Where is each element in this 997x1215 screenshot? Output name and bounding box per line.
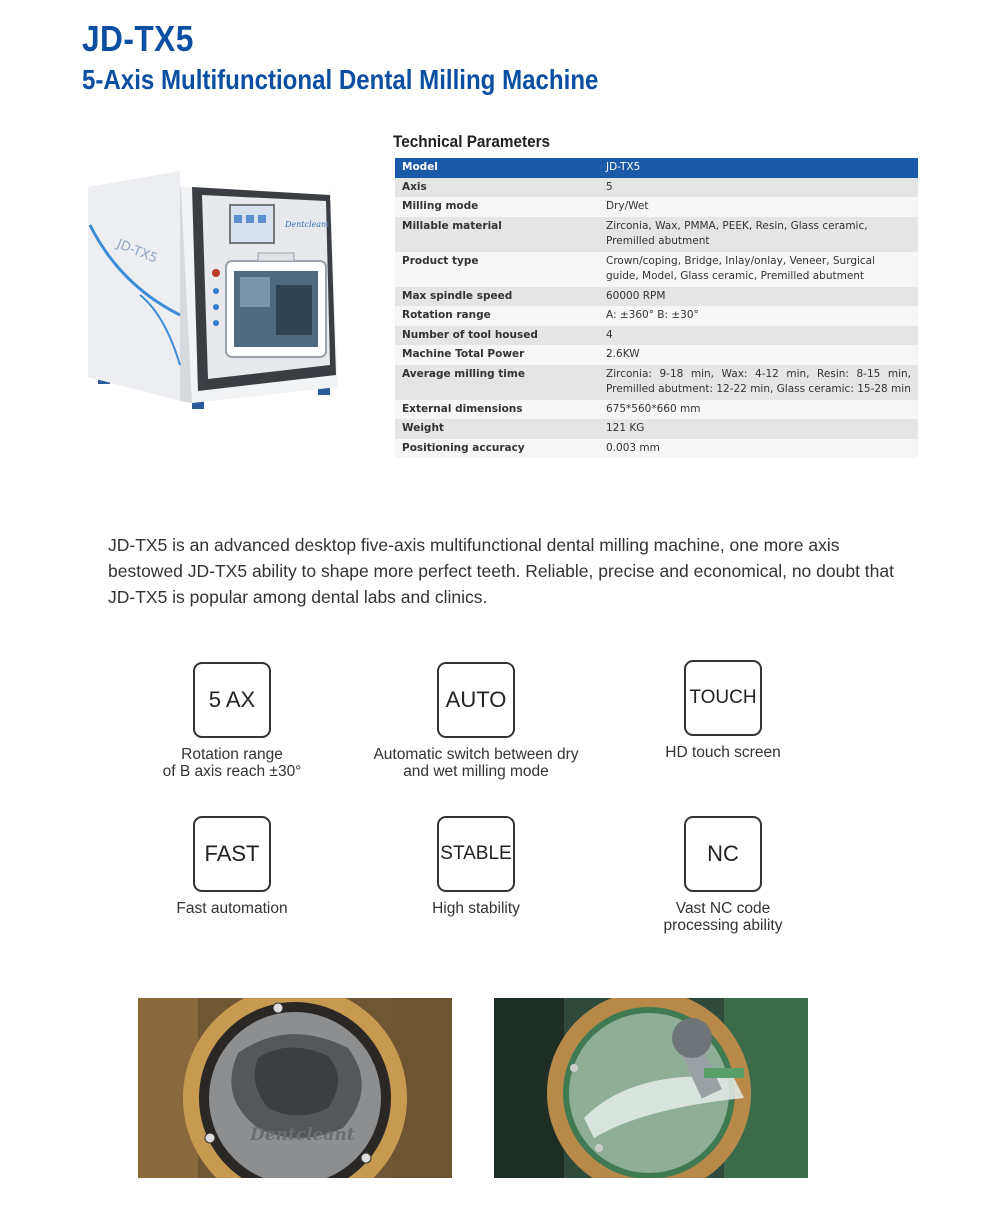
spec-key: Axis: [395, 178, 599, 198]
spec-row-product-type: [395, 252, 918, 287]
spec-key: Milling mode: [395, 197, 599, 217]
spec-value: 60000 RPM: [599, 287, 918, 307]
feature-nc: [603, 816, 843, 934]
spec-value: Zirconia, Wax, PMMA, PEEK, Resin, Glass ceramic, Premilled abutment: [599, 217, 918, 252]
spec-value: 121 KG: [599, 419, 918, 439]
spec-row-external-dimensions: [395, 400, 918, 420]
spec-row-max-spindle-speed: [395, 287, 918, 307]
spec-key: Rotation range: [395, 306, 599, 326]
feature-caption-line: processing ability: [663, 917, 783, 934]
page-title: JD-TX5: [82, 18, 194, 59]
spec-row-millable-material: [395, 217, 918, 252]
product-description: JD-TX5 is an advanced desktop five-axis multifunctional dental milling machine, one more axis bestowed JD-TX5 ability to shape more perfect teeth. Reliable, precise and economical, no doubt that JD-TX5 is popular among dental labs and clinics.: [108, 535, 894, 607]
spec-key: Average milling time: [395, 365, 599, 400]
spec-value: 4: [599, 326, 918, 346]
feature-caption: [356, 746, 596, 780]
feature-5-axis: [112, 662, 352, 780]
feature-badge: AUTO: [437, 662, 515, 738]
feature-caption-line: of B axis reach ±30°: [162, 763, 302, 780]
spec-key: Model: [395, 158, 599, 178]
feature-caption-line: Vast NC code: [675, 900, 771, 917]
spec-key: Weight: [395, 419, 599, 439]
feature-auto: [356, 662, 596, 780]
spec-key: Product type: [395, 252, 599, 287]
spec-key: Millable material: [395, 217, 599, 252]
feature-badge: 5 AX: [193, 662, 271, 738]
spec-key: Max spindle speed: [395, 287, 599, 307]
page-subtitle: 5-Axis Multifunctional Dental Milling Machine: [82, 64, 599, 95]
spec-row-tool-count: [395, 326, 918, 346]
disc-logo-text: Dentcleant: [250, 1125, 355, 1145]
feature-caption: [603, 900, 843, 934]
spec-value: 675*560*660 mm: [599, 400, 918, 420]
technical-parameters-table: [395, 158, 918, 458]
feature-caption: [603, 744, 843, 761]
spec-key: Machine Total Power: [395, 345, 599, 365]
feature-fast: [112, 816, 352, 917]
feature-caption-line: Rotation range: [181, 746, 283, 763]
spec-key: Number of tool housed: [395, 326, 599, 346]
machine-brand-label: Dentcleant: [285, 220, 330, 229]
spec-value: 0.003 mm: [599, 439, 918, 459]
feature-caption-line: and wet milling mode: [403, 763, 549, 780]
spec-value: JD-TX5: [599, 158, 918, 178]
spec-row-rotation-range: [395, 306, 918, 326]
spec-value: Dry/Wet: [599, 197, 918, 217]
spec-value: 5: [599, 178, 918, 198]
feature-badge: FAST: [193, 816, 271, 892]
spec-row-milling-mode: [395, 197, 918, 217]
wet-milling-photo: [494, 998, 808, 1178]
feature-touch: [603, 660, 843, 761]
spec-row-positioning-accuracy: [395, 439, 918, 459]
spec-value: Zirconia: 9-18 min, Wax: 4-12 min, Resin: 8-15 min, Premilled abutment: 12-22 min, Glass ceramic: 15-28 min: [599, 365, 918, 400]
milled-disc-photo: [138, 998, 452, 1178]
spec-row-total-power: [395, 345, 918, 365]
spec-row-milling-time: [395, 365, 918, 400]
machine-side-label: JD-TX5: [114, 236, 160, 267]
spec-row-model: [395, 158, 918, 178]
feature-caption-line: HD touch screen: [665, 744, 781, 761]
technical-parameters-heading: Technical Parameters: [393, 132, 551, 151]
spec-value: 2.6KW: [599, 345, 918, 365]
feature-badge: STABLE: [437, 816, 515, 892]
milling-machine-image: [80, 165, 350, 415]
feature-caption-line: Fast automation: [176, 900, 288, 917]
feature-caption-line: High stability: [432, 900, 520, 917]
feature-badge: TOUCH: [684, 660, 762, 736]
feature-caption-line: Automatic switch between dry: [373, 746, 579, 763]
feature-caption: [112, 746, 352, 780]
spec-value: Crown/coping, Bridge, Inlay/onlay, Veneer, Surgical guide, Model, Glass ceramic, Premilled abutment: [599, 252, 918, 287]
spec-row-axis: [395, 178, 918, 198]
feature-stable: [356, 816, 596, 917]
feature-caption: [112, 900, 352, 917]
spec-key: Positioning accuracy: [395, 439, 599, 459]
feature-caption: [356, 900, 596, 917]
spec-row-weight: [395, 419, 918, 439]
spec-key: External dimensions: [395, 400, 599, 420]
feature-badge: NC: [684, 816, 762, 892]
spec-value: A: ±360° B: ±30°: [599, 306, 918, 326]
